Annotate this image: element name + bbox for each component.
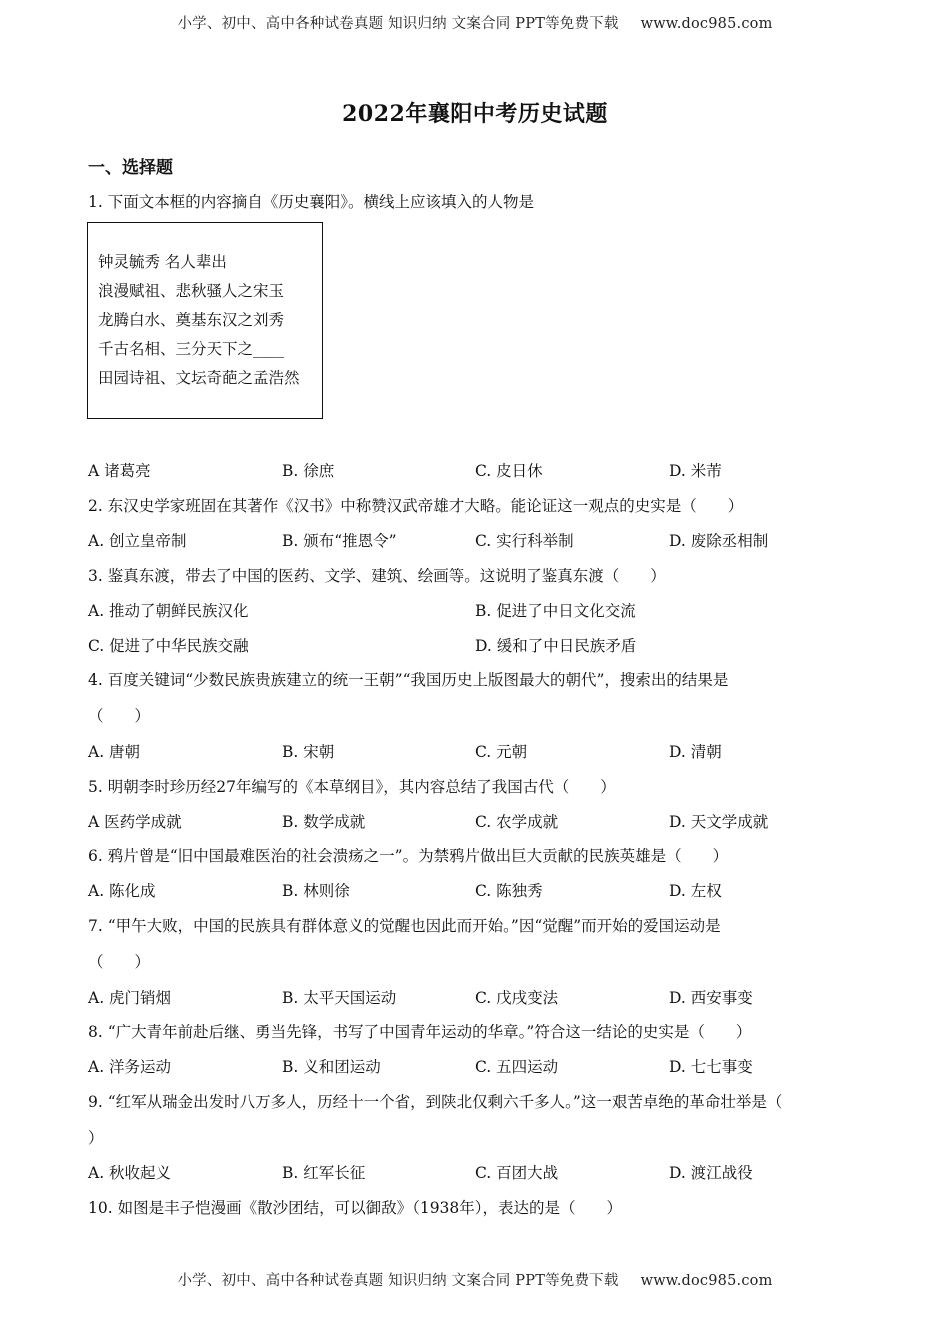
quote-box xyxy=(87,222,323,419)
option-a: A. 秋收起义 xyxy=(88,1164,172,1182)
option-d: D. 清朝 xyxy=(669,743,722,761)
footer-site: www.doc985.com xyxy=(640,1273,773,1289)
quote-line: 田园诗祖、文坛奇葩之孟浩然 xyxy=(98,369,300,387)
option-c: C. 陈独秀 xyxy=(475,882,543,900)
question-8-stem: 8. “广大青年前赴后继、勇当先锋，书写了中国青年运动的华章。”符合这一结论的史实是（ ） xyxy=(88,1023,752,1041)
question-5-stem: 5. 明朝李时珍历经27年编写的《本草纲目》，其内容总结了我国古代（ ） xyxy=(88,778,616,796)
option-a: A. 唐朝 xyxy=(88,743,141,761)
option-b: B. 徐庶 xyxy=(282,462,335,480)
quote-line: 浪漫赋祖、悲秋骚人之宋玉 xyxy=(98,282,285,300)
footer-text: 小学、初中、高中各种试卷真题 知识归纳 文案合同 PPT等免费下载 xyxy=(177,1273,619,1289)
option-a: A. 陈化成 xyxy=(88,882,156,900)
question-2-stem: 2. 东汉史学家班固在其著作《汉书》中称赞汉武帝雄才大略。能论证这一观点的史实是（ ） xyxy=(88,497,744,515)
option-b: B. 数学成就 xyxy=(282,813,366,831)
question-7-stem-cont: （ ） xyxy=(88,953,151,971)
option-c: C. 实行科举制 xyxy=(475,532,574,550)
option-a: A. 虎门销烟 xyxy=(88,989,172,1007)
page-header xyxy=(0,12,950,33)
option-d: D. 缓和了中日民族矛盾 xyxy=(475,637,637,655)
section-heading: 一、选择题 xyxy=(88,158,173,178)
question-3-stem: 3. 鉴真东渡，带去了中国的医药、文学、建筑、绘画等。这说明了鉴真东渡（ ） xyxy=(88,567,666,585)
option-a: A 诸葛亮 xyxy=(88,462,151,480)
option-a: A. 洋务运动 xyxy=(88,1058,172,1076)
option-c: C. 元朝 xyxy=(475,743,528,761)
question-4-stem-cont: （ ） xyxy=(88,707,151,725)
option-b: B. 林则徐 xyxy=(282,882,350,900)
option-b: B. 促进了中日文化交流 xyxy=(475,602,636,620)
question-6-stem: 6. 鸦片曾是“旧中国最难医治的社会溃疡之一”。为禁鸦片做出巨大贡献的民族英雄是（ ） xyxy=(88,847,729,865)
option-d: D. 废除丞相制 xyxy=(669,532,769,550)
option-d: D. 天文学成就 xyxy=(669,813,769,831)
option-c: C. 皮日休 xyxy=(475,462,543,480)
option-a: A 医药学成就 xyxy=(88,813,182,831)
option-b: B. 太平天国运动 xyxy=(282,989,397,1007)
quote-line: 钟灵毓秀 名人辈出 xyxy=(98,253,227,271)
option-b: B. 红军长征 xyxy=(282,1164,366,1182)
option-c: C. 农学成就 xyxy=(475,813,559,831)
option-d: D. 左权 xyxy=(669,882,722,900)
option-d: D. 米芾 xyxy=(669,462,722,480)
option-b: B. 义和团运动 xyxy=(282,1058,381,1076)
option-d: D. 渡江战役 xyxy=(669,1164,753,1182)
question-4-stem: 4. 百度关键词“少数民族贵族建立的统一王朝”“我国历史上版图最大的朝代”，搜索出的结果是 xyxy=(88,671,729,689)
option-c: C. 五四运动 xyxy=(475,1058,559,1076)
quote-line: 龙腾白水、奠基东汉之刘秀 xyxy=(98,311,285,329)
option-d: D. 西安事变 xyxy=(669,989,753,1007)
page-title: 2022年襄阳中考历史试题 xyxy=(342,101,608,127)
question-9-stem: 9. “红军从瑞金出发时八万多人，历经十一个省，到陕北仅剩六千多人。”这一艰苦卓绝的革命壮举是（ xyxy=(88,1093,783,1111)
question-7-stem: 7. “甲午大败，中国的民族具有群体意义的觉醒也因此而开始。”因“觉醒”而开始的爱国运动是 xyxy=(88,917,721,935)
option-b: B. 宋朝 xyxy=(282,743,335,761)
quote-line: 千古名相、三分天下之____ xyxy=(98,340,285,358)
option-a: A. 推动了朝鲜民族汉化 xyxy=(88,602,249,620)
header-site: www.doc985.com xyxy=(640,16,773,32)
question-9-stem-cont: ） xyxy=(88,1129,104,1147)
option-a: A. 创立皇帝制 xyxy=(88,532,187,550)
option-b: B. 颁布“推恩令” xyxy=(282,532,397,550)
option-c: C. 促进了中华民族交融 xyxy=(88,637,249,655)
question-10-stem: 10. 如图是丰子恺漫画《散沙团结，可以御敌》（1938年），表达的是（ ） xyxy=(88,1199,623,1217)
page-footer xyxy=(0,1269,950,1290)
option-c: C. 戊戌变法 xyxy=(475,989,559,1007)
header-text: 小学、初中、高中各种试卷真题 知识归纳 文案合同 PPT等免费下载 xyxy=(177,16,619,32)
question-1-stem: 1. 下面文本框的内容摘自《历史襄阳》。横线上应该填入的人物是 xyxy=(88,193,534,211)
option-c: C. 百团大战 xyxy=(475,1164,559,1182)
option-d: D. 七七事变 xyxy=(669,1058,753,1076)
